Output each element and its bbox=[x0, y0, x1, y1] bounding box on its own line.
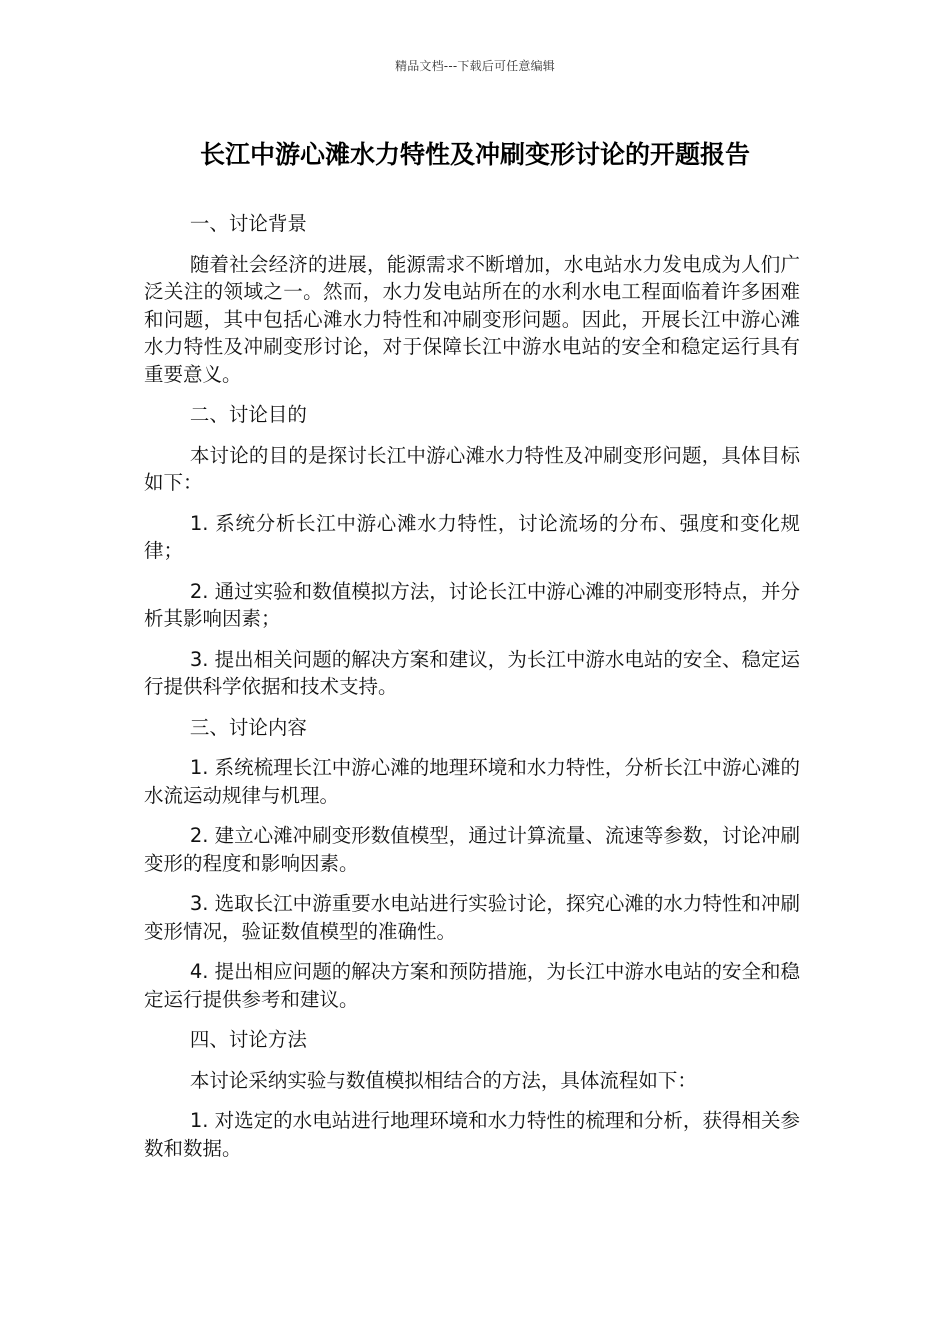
paragraph-method-intro: 本讨论采纳实验与数值模拟相结合的方法，具体流程如下： bbox=[189, 1068, 697, 1092]
list-item-content-2: 2. 建立心滩冲刷变形数值模型，通过计算流量、流速等参数，讨论冲刷变形的程度和影响因素。 bbox=[144, 824, 800, 875]
list-item-content-3: 3. 选取长江中游重要水电站进行实验讨论，探究心滩的水力特性和冲刷变形情况，验证数值模型的准确性。 bbox=[144, 892, 800, 943]
section-heading-background: 一、讨论背景 bbox=[189, 212, 307, 235]
list-item-content-1: 1. 系统梳理长江中游心滩的地理环境和水力特性，分析长江中游心滩的水流运动规律与机理。 bbox=[144, 756, 800, 807]
list-item-method-1: 1. 对选定的水电站进行地理环境和水力特性的梳理和分析，获得相关参数和数据。 bbox=[144, 1109, 800, 1160]
list-item-purpose-3: 3. 提出相关问题的解决方案和建议，为长江中游水电站的安全、稳定运行提供科学依据和技术支持。 bbox=[144, 647, 800, 698]
section-heading-purpose: 二、讨论目的 bbox=[189, 403, 307, 426]
list-item-purpose-1: 1. 系统分析长江中游心滩水力特性，讨论流场的分布、强度和变化规律； bbox=[144, 511, 800, 562]
section-heading-content: 三、讨论内容 bbox=[189, 715, 307, 739]
paragraph-purpose-intro: 本讨论的目的是探讨长江中游心滩水力特性及冲刷变形问题，具体目标如下： bbox=[144, 443, 800, 494]
list-item-purpose-2: 2. 通过实验和数值模拟方法，讨论长江中游心滩的冲刷变形特点，并分析其影响因素； bbox=[144, 579, 800, 630]
document-title: 长江中游心滩水力特性及冲刷变形讨论的开题报告 bbox=[199, 140, 750, 169]
section-heading-method: 四、讨论方法 bbox=[189, 1028, 307, 1051]
list-item-content-4: 4. 提出相应问题的解决方案和预防措施，为长江中游水电站的安全和稳定运行提供参考和建议。 bbox=[144, 960, 800, 1011]
paragraph-background: 随着社会经济的进展，能源需求不断增加，水电站水力发电成为人们广泛关注的领域之一。然而，水力发电站所在的水利水电工程面临着许多困难和问题，其中包括心滩水力特性和冲刷变形问题。因此，开展长江中游心滩水力特性及冲刷变形讨论，对于保障长江中游水电站的安全和稳定运行具有重要意义。 bbox=[144, 252, 800, 386]
page-header: 精品文档---下载后可任意编辑 bbox=[395, 59, 555, 73]
document-body bbox=[144, 210, 800, 1175]
